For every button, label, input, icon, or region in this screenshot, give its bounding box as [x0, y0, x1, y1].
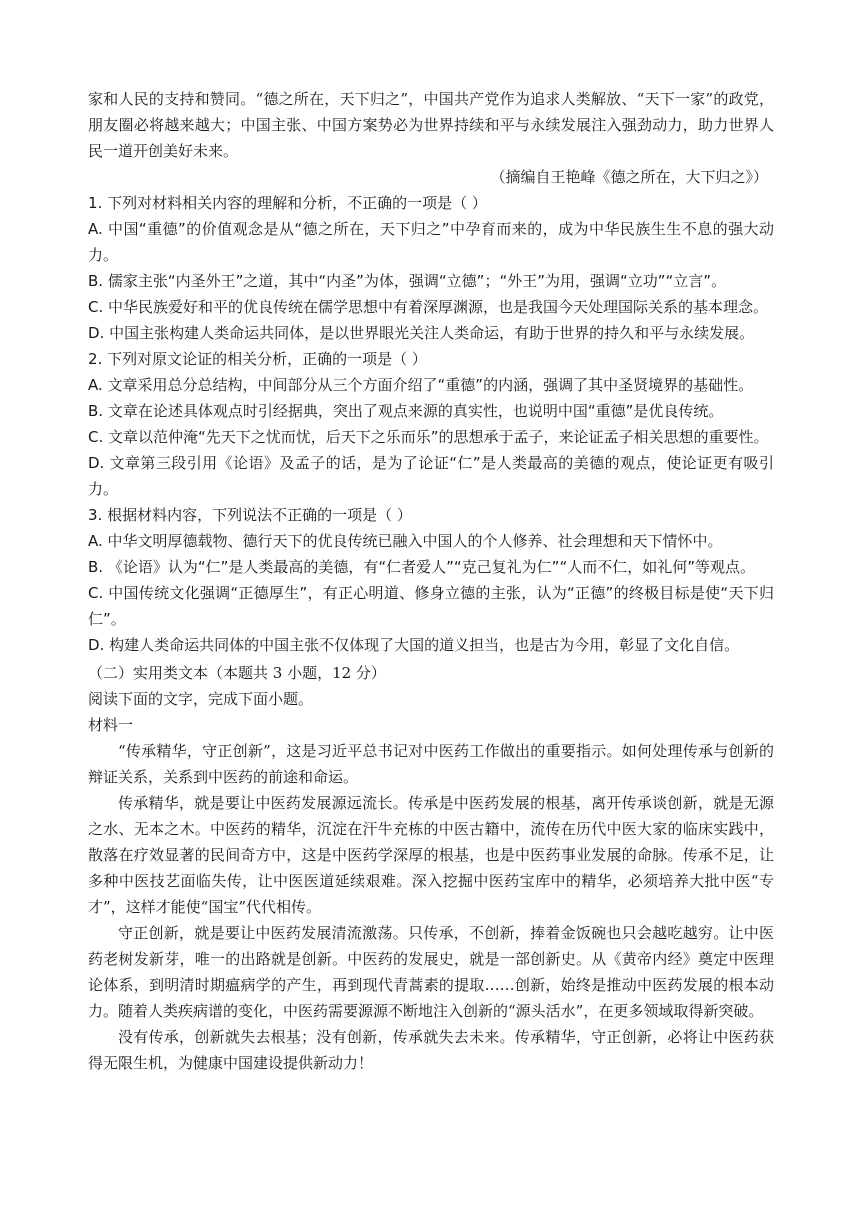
question-stem: 1. 下列对材料相关内容的理解和分析，不正确的一项是（ ） [88, 194, 487, 212]
source-note: （摘编自王艳峰《德之所在，大下归之》） [490, 168, 768, 186]
material-body [88, 738, 774, 1076]
material-paragraph: “传承精华，守正创新”，这是习近平总书记对中医药工作做出的重要指示。如何处理传承与创新的辩证关系，关系到中医药的前途和命运。 [88, 742, 774, 786]
option-a: A. 文章采用总分总结构，中间部分从三个方面介绍了“重德”的内涵，强调了其中圣贤境界的基础性。 [88, 376, 754, 394]
section-title: （二）实用类文本（本题共 3 小题，12 分） [88, 664, 386, 682]
material-paragraph: 守正创新，就是要让中医药发展清流激荡。只传承，不创新，捧着金饭碗也只会越吃越穷。让中医药老树发新芽，唯一的出路就是创新。中医药的发展史，就是一部创新史。从《黄帝内经》奠定中医理论体系，到明清时期瘟病学的产生，再到现代青蒿素的提取……创新，始终是推动中医药发展的根本动力。随着人类疾病谱的变化，中医药需要源源不断地注入创新的“源头活水”，在更多领域取得新突破。 [88, 924, 774, 1020]
intro-paragraph: 家和人民的支持和赞同。“德之所在，天下归之”，中国共产党作为追求人类解放、“天下一家”的政党，朋友圈必将越来越大；中国主张、中国方案势必为世界持续和平与永续发展注入强劲动力，助力世界人民一道开创美好未来。 [88, 90, 774, 160]
option-d: D. 文章第三段引用《论语》及孟子的话，是为了论证“仁”是人类最高的美德的观点，使论证更有吸引力。 [88, 454, 774, 498]
option-a: A. 中国“重德”的价值观念是从“德之所在，天下归之”中孕育而来的，成为中华民族生生不息的强大动力。 [88, 220, 774, 264]
question-3 [88, 502, 774, 658]
option-c: C. 文章以范仲淹“先天下之忧而忧，后天下之乐而乐”的思想承于孟子，来论证孟子相关思想的重要性。 [88, 428, 769, 446]
question-1 [88, 190, 774, 346]
question-2 [88, 346, 774, 502]
reading-instruction: 阅读下面的文字，完成下面小题。 [88, 690, 314, 708]
material-paragraph: 传承精华，就是要让中医药发展源远流长。传承是中医药发展的根基，离开传承谈创新，就是无源之水、无本之木。中医药的精华，沉淀在汗牛充栋的中医古籍中，流传在历代中医大家的临床实践中，散落在疗效显著的民间奇方中，这是中医药学深厚的根基，也是中医药事业发展的命脉。传承不足，让多种中医技艺面临失传，让中医医道延续艰难。深入挖掘中医药宝库中的精华，必须培养大批中医“专才”，这样才能使“国宝”代代相传。 [88, 794, 774, 916]
question-stem: 3. 根据材料内容，下列说法不正确的一项是（ ） [88, 506, 412, 524]
option-b: B. 儒家主张“内圣外王”之道，其中“内圣”为体，强调“立德”；“外王”为用，强调“立功”“立言”。 [88, 272, 727, 290]
option-c: C. 中华民族爱好和平的优良传统在儒学思想中有着深厚渊源，也是我国今天处理国际关系的基本理念。 [88, 298, 769, 316]
option-b: B. 《论语》认为“仁”是人类最高的美德，有“仁者爱人”“克己复礼为仁”“人而不仁，如礼何”等观点。 [88, 558, 755, 576]
option-a: A. 中华文明厚德载物、德行天下的优良传统已融入中国人的个人修养、社会理想和天下情怀中。 [88, 532, 723, 550]
option-b: B. 文章在论述具体观点时引经据典，突出了观点来源的真实性，也说明中国“重德”是优良传统。 [88, 402, 724, 420]
option-c: C. 中国传统文化强调“正德厚生”，有正心明道、修身立德的主张，认为“正德”的终极目标是使“天下归仁”。 [88, 584, 774, 628]
option-d: D. 中国主张构建人类命运共同体，是以世界眼光关注人类命运，有助于世界的持久和平与永续发展。 [88, 324, 755, 342]
material-label: 材料一 [88, 716, 134, 734]
option-d: D. 构建人类命运共同体的中国主张不仅体现了大国的道义担当，也是古为今用，彰显了文化自信。 [88, 636, 740, 654]
material-paragraph: 没有传承，创新就失去根基；没有创新，传承就失去未来。传承精华，守正创新，必将让中医药获得无限生机，为健康中国建设提供新动力！ [88, 1028, 774, 1072]
question-stem: 2. 下列对原文论证的相关分析，正确的一项是（ ） [88, 350, 427, 368]
